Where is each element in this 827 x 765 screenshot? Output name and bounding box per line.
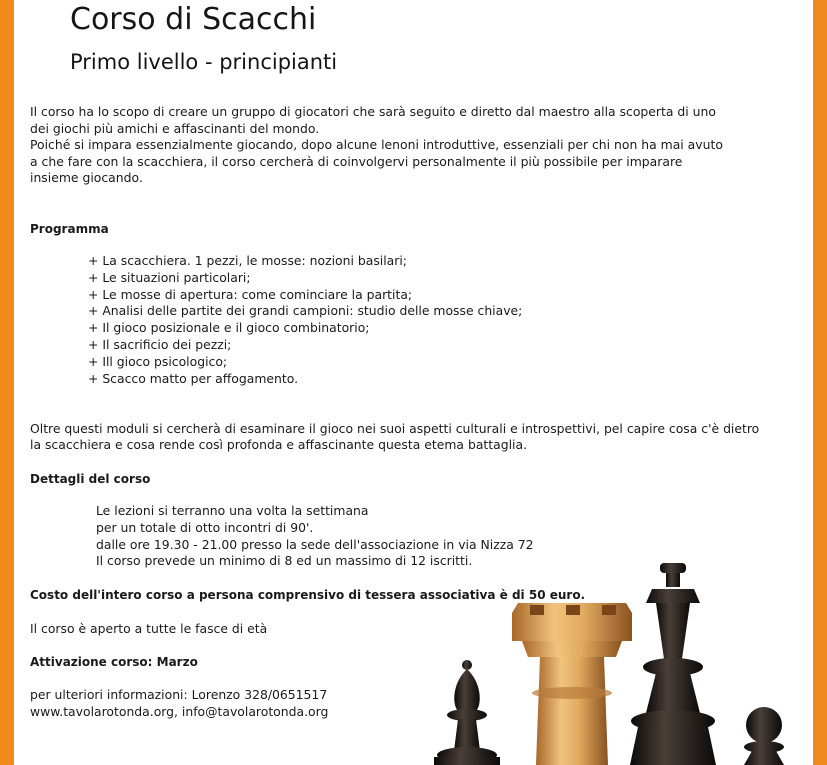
attivazione-text: Attivazione corso: Marzo <box>30 655 198 669</box>
list-item: + Il gioco posizionale e il gioco combinatorio; <box>88 320 370 336</box>
dettagli-heading: Dettagli del corso <box>30 472 151 486</box>
intro-line-3: Poiché si impara essenzialmente giocando, dopo alcune lenoni introduttive, essenziali per chi non ha mai avuto <box>30 137 723 152</box>
list-item: + La scacchiera. 1 pezzi, le mosse: nozioni basilari; <box>88 253 407 268</box>
intro-line-4: a che fare con la scacchiera, il corso cercherà di coinvolgervi personalmente il più possibile per imparare <box>30 154 683 169</box>
king-piece <box>630 563 716 765</box>
costo-text: Costo dell'intero corso a persona comprensivo di tessera associativa è di 50 euro. <box>30 588 586 602</box>
list-item: + Scacco matto per affogamento. <box>88 370 299 386</box>
list-item: + Il sacrificio dei pezzi; <box>88 336 232 352</box>
list-item: + Analisi delle partite dei grandi campioni: studio delle mosse chiave; <box>88 303 523 319</box>
bishop-piece <box>434 660 500 765</box>
contatti-info: per ulteriori informazioni: Lorenzo 328/0651517 <box>30 687 328 702</box>
intro-line-1: Il corso ha lo scopo di creare un gruppo di giocatori che sarà seguito e diretto dal maestro alla scoperta di uno <box>30 104 716 119</box>
page-title: Corso di Scacchi <box>70 2 317 37</box>
flyer-page <box>14 0 813 765</box>
programma-list <box>88 253 522 387</box>
dettagli-line: per un totale di otto incontri di 90'. <box>96 519 314 535</box>
list-item: + Le mosse di apertura: come cominciare la partita; <box>88 286 413 302</box>
oltre-line-2: la scacchiera e cosa rende così profonda e affascinante questa etema battaglia. <box>30 437 528 452</box>
intro-line-2: dei giochi più amichi e affascinanti del mondo. <box>30 121 320 136</box>
contatti-web: www.tavolarotonda.org, info@tavolarotonda.org <box>30 704 329 719</box>
list-item: + Le situazioni particolari; <box>88 269 251 285</box>
programma-heading: Programma <box>30 222 109 236</box>
dettagli-line: dalle ore 19.30 - 21.00 presso la sede dell'associazione in via Nizza 72 <box>96 536 534 552</box>
dettagli-line: Il corso prevede un minimo di 8 ed un massimo di 12 iscritti. <box>96 553 473 569</box>
eta-text: Il corso è aperto a tutte le fasce di età <box>30 621 268 636</box>
list-item: + Ill gioco psicologico; <box>88 353 228 369</box>
rook-piece <box>512 603 632 765</box>
page-subtitle: Primo livello - principianti <box>70 50 338 74</box>
pawn-piece <box>744 707 784 765</box>
oltre-line-1: Oltre questi moduli si cercherà di esaminare il gioco nei suoi aspetti culturali e introspettivi, pel capire cosa c'è dietro <box>30 421 760 436</box>
chess-pieces-illustration <box>394 555 813 765</box>
dettagli-line: Le lezioni si terranno una volta la settimana <box>96 503 369 518</box>
intro-line-5: insieme giocando. <box>30 170 143 185</box>
